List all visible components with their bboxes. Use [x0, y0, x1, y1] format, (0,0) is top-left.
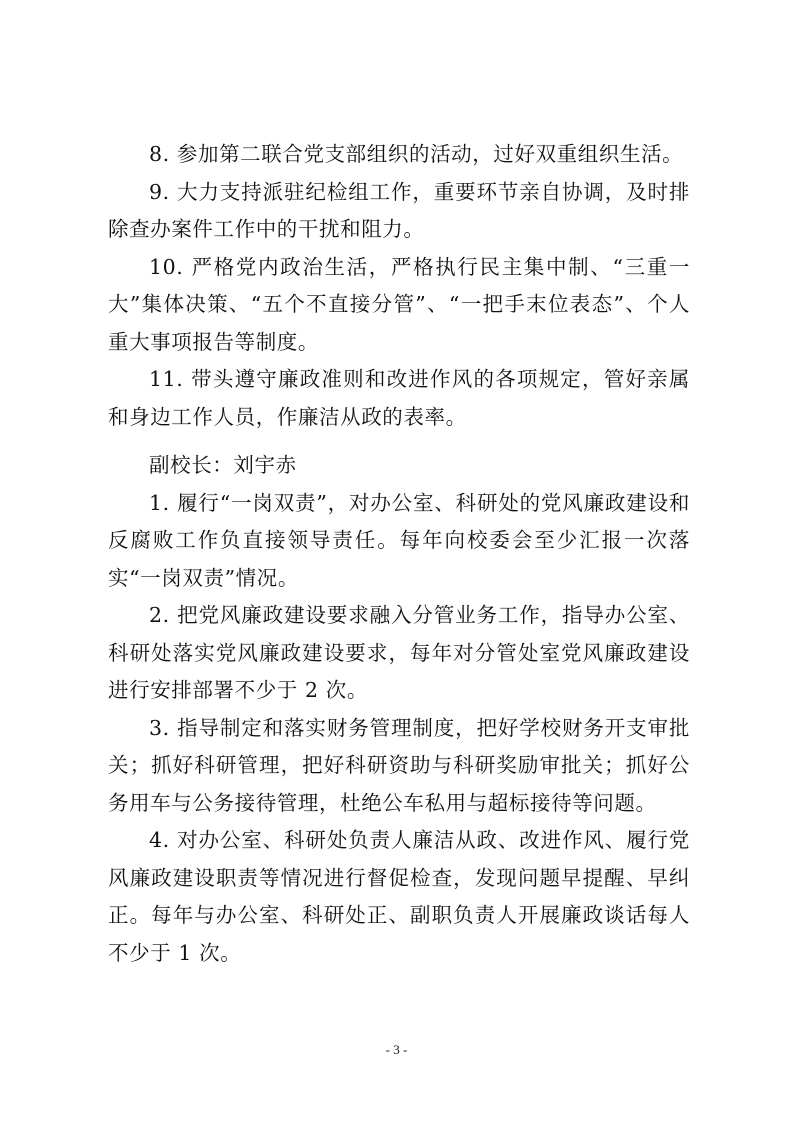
paragraph-item-4: 4. 对办公室、科研处负责人廉洁从政、改进作风、履行党风廉政建设职责等情况进行督促检查，发现问题早提醒、早纠正。每年与办公室、科研处正、副职负责人开展廉政谈话每人不少于 1 次。 [108, 828, 690, 965]
paragraph-item-11: 11. 带头遵守廉政准则和改进作风的各项规定，管好亲属和身边工作人员，作廉洁从政的表率。 [108, 367, 690, 429]
paragraph-item-2: 2. 把党风廉政建设要求融入分管业务工作，指导办公室、科研处落实党风廉政建设要求，每年对分管处室党风廉政建设进行安排部署不少于 2 次。 [108, 603, 690, 702]
paragraph-item-3: 3. 指导制定和落实财务管理制度，把好学校财务开支审批关；抓好科研管理，把好科研资助与科研奖励审批关；抓好公务用车与公务接待管理，杜绝公车私用与超标接待等问题。 [108, 715, 690, 815]
paragraph-item-9: 9. 大力支持派驻纪检组工作，重要环节亲自协调，及时排除查办案件工作中的干扰和阻力。 [108, 179, 690, 241]
document-body [108, 136, 690, 972]
paragraph-item-1: 1. 履行“一岗双责”，对办公室、科研处的党风廉政建设和反腐败工作负直接领导责任。每年向校委会至少汇报一次落实“一岗双责”情况。 [108, 490, 690, 590]
section-heading: 副校长：刘宇赤 [149, 453, 297, 477]
paragraph-item-10: 10. 严格党内政治生活，严格执行民主集中制、“三重一大”集体决策、“五个不直接分管”、“一把手末位表态”、个人重大事项报告等制度。 [108, 254, 690, 354]
page-number: - 3 - [385, 1042, 408, 1057]
paragraph-item-8: 8. 参加第二联合党支部组织的活动，过好双重组织生活。 [149, 142, 684, 166]
